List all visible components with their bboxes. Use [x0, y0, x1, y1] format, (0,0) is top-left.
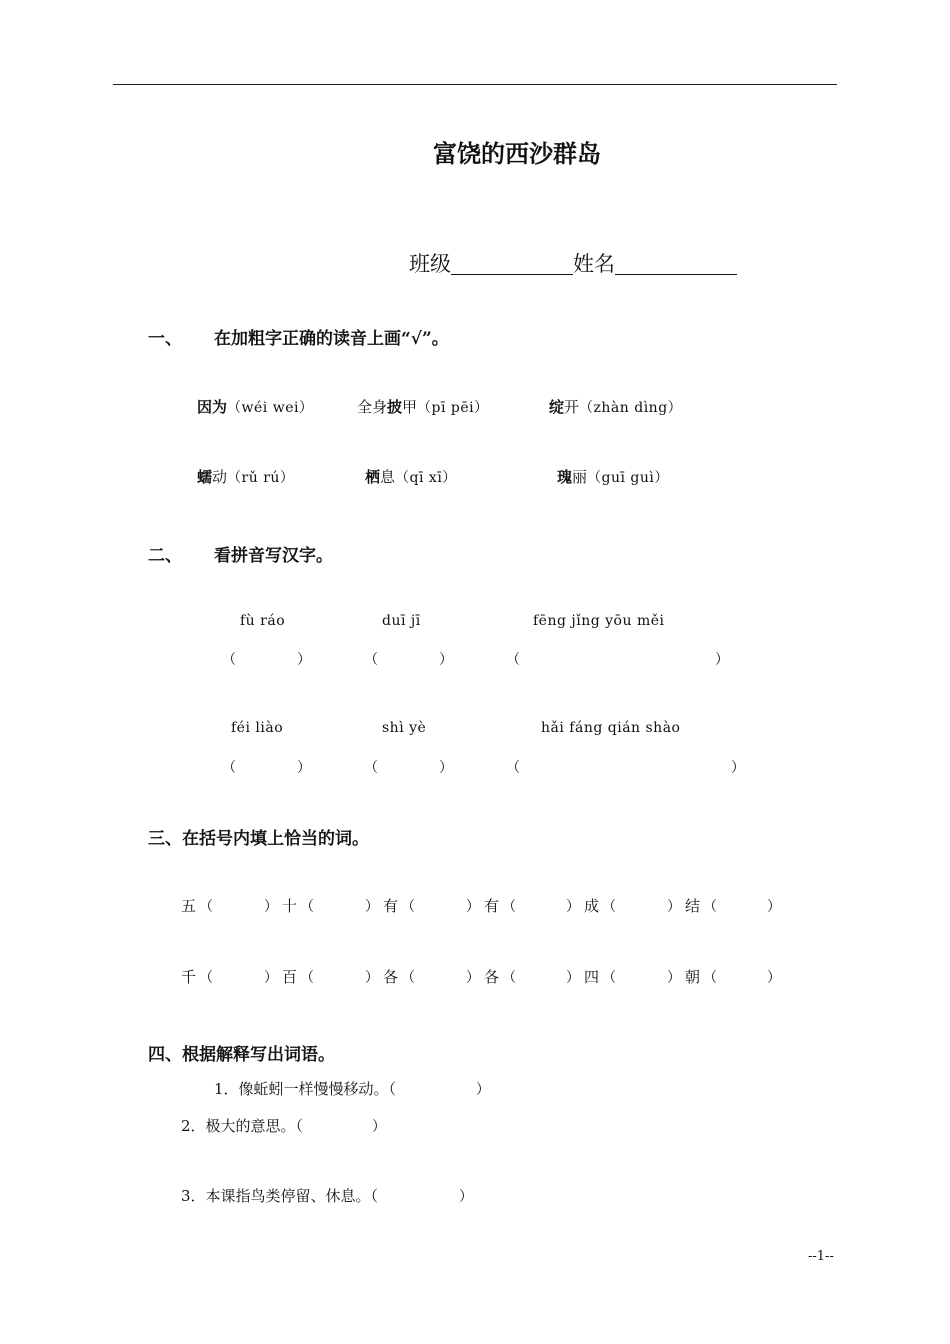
paren-close: ） — [767, 970, 781, 986]
s1-item: 蠕动（rǔ rú） — [197, 468, 295, 486]
pinyin-prompt: fēng jǐng yōu měi — [533, 613, 665, 629]
idiom-char: 有 — [383, 897, 399, 915]
s1-item: 栖息（qī xī） — [365, 468, 457, 486]
section1-number: 一、 — [148, 329, 182, 349]
idiom-char: 五 — [181, 897, 197, 915]
paren-open: （ — [222, 760, 236, 776]
idiom-char: 十 — [282, 897, 298, 915]
definition-item: 2．极大的意思。（ — [181, 1117, 304, 1135]
paren-open: （ — [602, 970, 616, 986]
class-name-line — [409, 248, 737, 278]
paren-close: ） — [297, 760, 311, 776]
section4-heading: 四、根据解释写出词语。 — [148, 1045, 335, 1065]
class-blank[interactable] — [451, 252, 573, 275]
paren-open: （ — [401, 899, 415, 915]
paren-open: （ — [506, 760, 520, 776]
paren-close: ） — [297, 652, 311, 668]
definition-item: 3．本课指鸟类停留、休息。（ — [181, 1187, 379, 1205]
paren-open: （ — [364, 652, 378, 668]
section2-heading: 看拼音写汉字。 — [214, 546, 333, 566]
paren-open: （ — [364, 760, 378, 776]
section1-heading: 在加粗字正确的读音上画“√”。 — [214, 329, 449, 349]
pinyin-prompt: fù ráo — [240, 613, 286, 629]
paren-close: ） — [466, 899, 480, 915]
paren-close: ） — [566, 970, 580, 986]
idiom-char: 各 — [383, 968, 399, 986]
s1-item: 全身披甲（pī pēi） — [357, 398, 489, 416]
paren-open: （ — [222, 652, 236, 668]
page-title: 富饶的西沙群岛 — [433, 139, 601, 168]
pinyin-prompt: hǎi fáng qián shào — [541, 720, 681, 736]
page-number: --1-- — [808, 1249, 834, 1264]
idiom-char: 百 — [282, 968, 298, 986]
idiom-char: 有 — [484, 897, 500, 915]
idiom-char: 四 — [584, 968, 600, 986]
paren-close: ） — [372, 1119, 386, 1135]
paren-close: ） — [566, 899, 580, 915]
paren-close: ） — [667, 899, 681, 915]
pinyin-prompt: shì yè — [382, 720, 427, 736]
paren-open: （ — [502, 899, 516, 915]
paren-close: ） — [466, 970, 480, 986]
paren-close: ） — [731, 760, 745, 776]
idiom-char: 成 — [584, 897, 600, 915]
section3-heading: 三、在括号内填上恰当的词。 — [148, 829, 369, 849]
s1-item: 绽开（zhàn dìng） — [549, 398, 683, 416]
idiom-char: 结 — [685, 897, 701, 915]
paren-close: ） — [365, 899, 379, 915]
paren-open: （ — [703, 899, 717, 915]
paren-open: （ — [401, 970, 415, 986]
paren-close: ） — [264, 970, 278, 986]
paren-close: ） — [439, 652, 453, 668]
paren-close: ） — [767, 899, 781, 915]
paren-close: ） — [667, 970, 681, 986]
name-blank[interactable] — [615, 252, 737, 275]
paren-open: （ — [300, 899, 314, 915]
paren-close: ） — [476, 1082, 490, 1098]
paren-open: （ — [502, 970, 516, 986]
paren-open: （ — [199, 970, 213, 986]
class-label: 班级 — [409, 252, 451, 276]
paren-close: ） — [365, 970, 379, 986]
name-label: 姓名 — [573, 252, 615, 276]
definition-item: 1．像蚯蚓一样慢慢移动。（ — [214, 1080, 397, 1098]
pinyin-prompt: duī jī — [382, 613, 421, 629]
idiom-char: 各 — [484, 968, 500, 986]
idiom-char: 朝 — [685, 968, 701, 986]
paren-open: （ — [506, 652, 520, 668]
pinyin-prompt: féi liào — [231, 720, 284, 736]
paren-close: ） — [459, 1189, 473, 1205]
paren-open: （ — [300, 970, 314, 986]
paren-open: （ — [199, 899, 213, 915]
s1-item: 瑰丽（guī guì） — [557, 468, 669, 486]
s1-item: 因为（wéi wei） — [197, 398, 314, 416]
paren-open: （ — [703, 970, 717, 986]
paren-close: ） — [715, 652, 729, 668]
paren-close: ） — [264, 899, 278, 915]
idiom-char: 千 — [181, 968, 197, 986]
header-rule — [113, 84, 837, 85]
paren-open: （ — [602, 899, 616, 915]
section2-number: 二、 — [148, 546, 182, 566]
paren-close: ） — [439, 760, 453, 776]
